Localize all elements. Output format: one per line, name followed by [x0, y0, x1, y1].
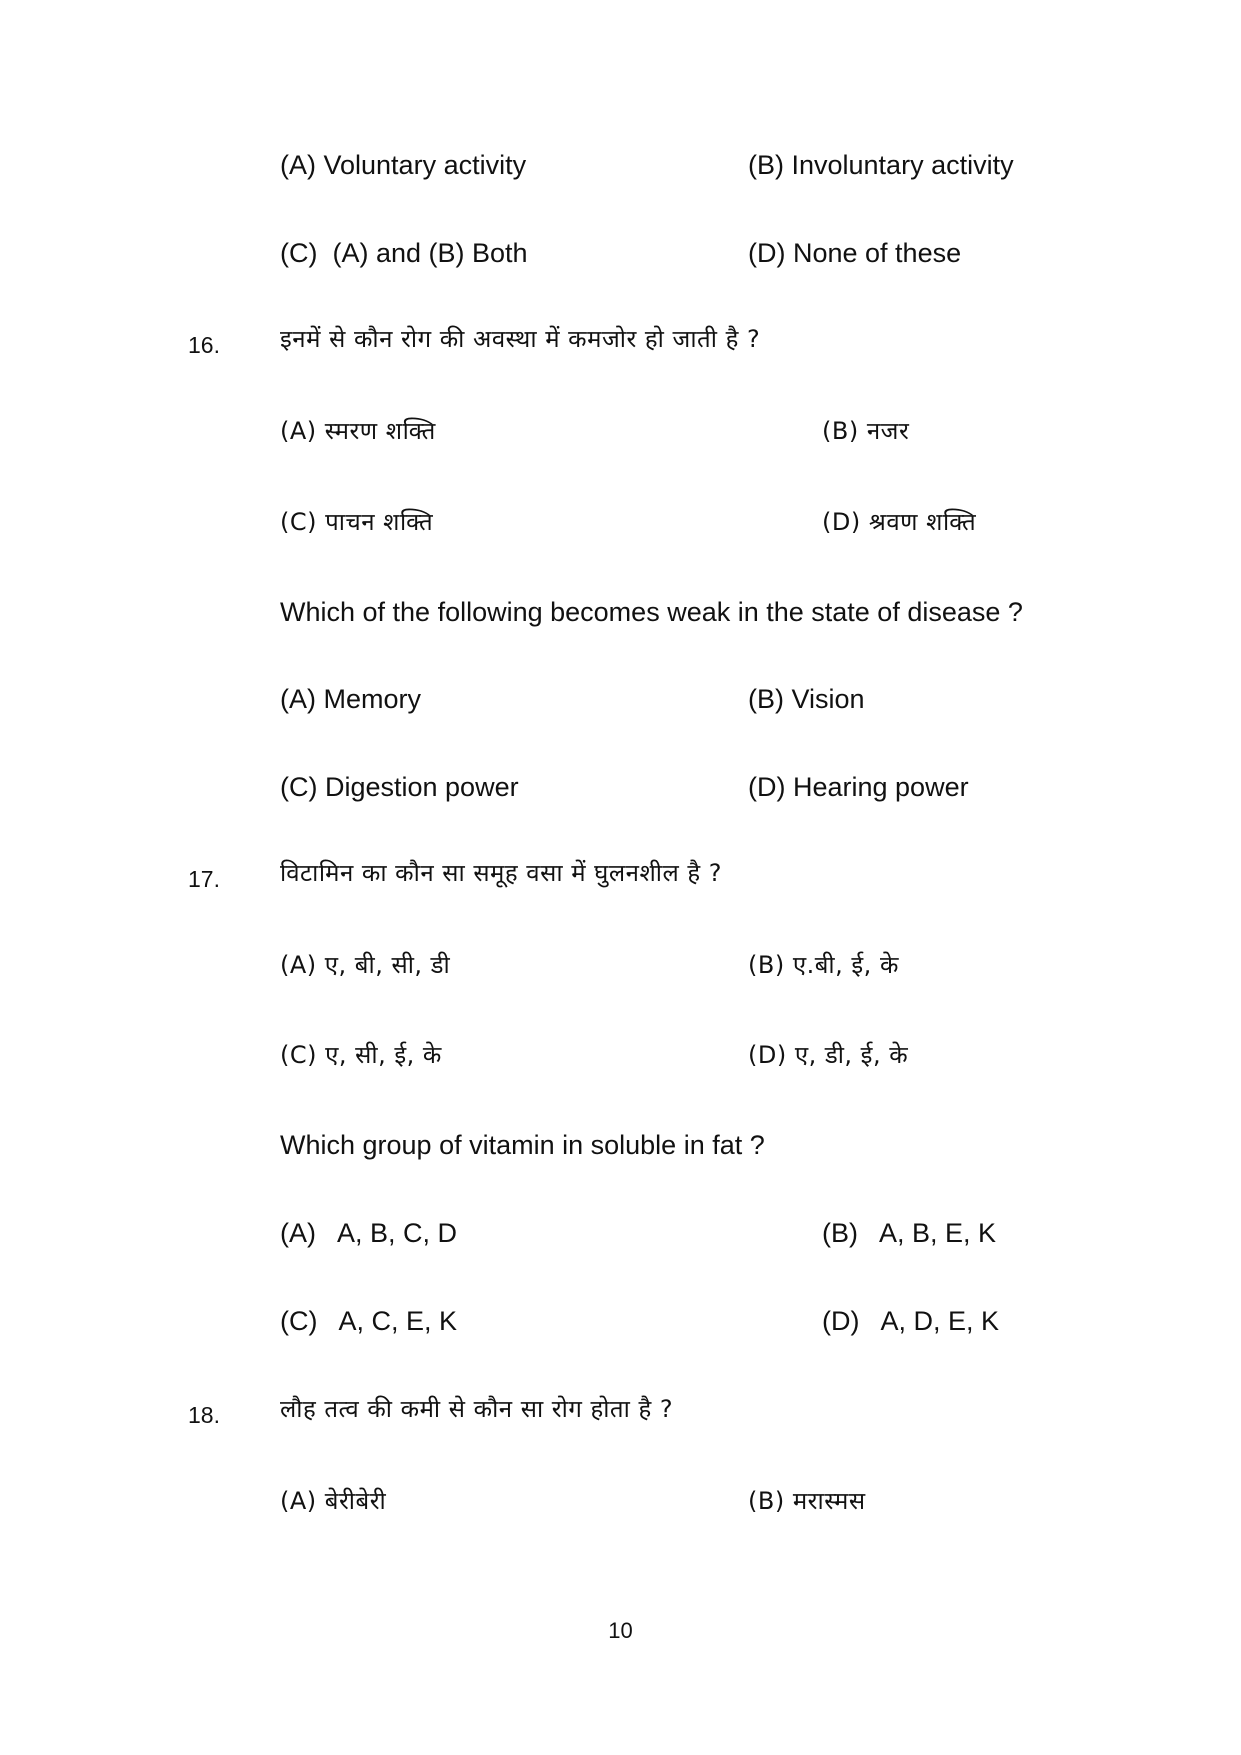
q15-option-a: (A) Voluntary activity [280, 150, 527, 180]
q18-number: 18. [188, 1402, 220, 1428]
q16-option-c-english: (C) Digestion power [280, 772, 519, 802]
q18-option-a-hindi: (A) बेरीबेरी [280, 1487, 387, 1515]
q18-option-b-hindi: (B) मरास्मस [748, 1487, 866, 1515]
q16-option-d-hindi: (D) श्रवण शक्ति [822, 508, 977, 536]
q17-number: 17. [188, 866, 220, 892]
q16-question-hindi: इनमें से कौन रोग की अवस्था में कमजोर हो जाती है ? [280, 325, 761, 353]
q16-option-c-hindi: (C) पाचन शक्ति [280, 508, 434, 536]
q16-option-d-english: (D) Hearing power [748, 772, 969, 802]
q15-option-c: (C) (A) and (B) Both [280, 238, 528, 268]
q17-option-c-hindi: (C) ए, सी, ई, के [280, 1041, 442, 1069]
q18-question-hindi: लौह तत्व की कमी से कौन सा रोग होता है ? [280, 1395, 674, 1423]
q17-option-d-hindi: (D) ए, डी, ई, के [748, 1041, 909, 1069]
q16-option-b-hindi: (B) नजर [822, 417, 910, 445]
q16-option-b-english: (B) Vision [748, 684, 865, 714]
q17-option-d-english: (D) A, D, E, K [822, 1306, 1000, 1336]
q17-option-a-english: (A) A, B, C, D [280, 1218, 458, 1248]
q16-option-a-hindi: (A) स्मरण शक्ति [280, 417, 436, 445]
page-number: 10 [608, 1618, 633, 1643]
q17-option-b-english: (B) A, B, E, K [822, 1218, 997, 1248]
q17-question-hindi: विटामिन का कौन सा समूह वसा में घुलनशील है ? [280, 859, 722, 887]
q16-number: 16. [188, 332, 220, 358]
q17-option-c-english: (C) A, C, E, K [280, 1306, 458, 1336]
q15-option-d: (D) None of these [748, 238, 962, 268]
q15-option-b: (B) Involuntary activity [748, 150, 1014, 180]
q17-option-a-hindi: (A) ए, बी, सी, डी [280, 951, 451, 979]
q17-question-english: Which group of vitamin in soluble in fat ? [280, 1130, 765, 1160]
q16-question-english: Which of the following becomes weak in the state of disease ? [280, 597, 1023, 627]
q17-option-b-hindi: (B) ए.बी, ई, के [748, 951, 899, 979]
q16-option-a-english: (A) Memory [280, 684, 421, 714]
